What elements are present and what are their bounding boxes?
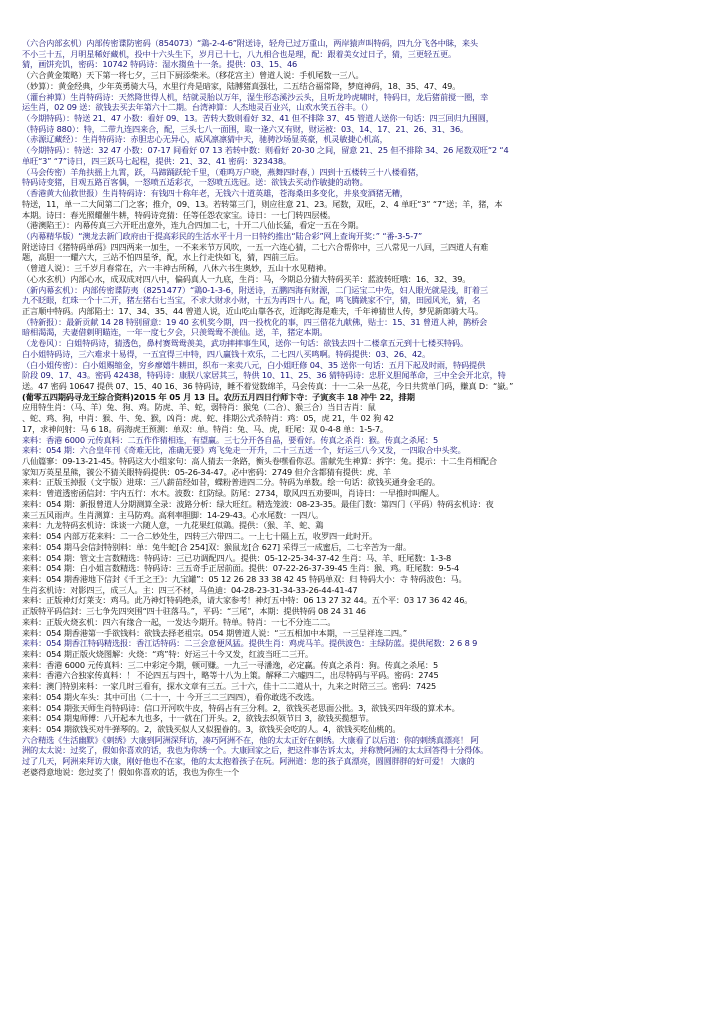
text-line: 来料：054 期张天师生肖特码诗：信口开河吹牛皮，特码占有三分利。2，欲钱买老思面公批。3，欲钱买四年级的算术本。 [22,702,460,713]
text-line: （赤源辽藏经）：生肖特码诗：赤胆忠心无异心，威风凛凛猜中天，驰骋沙场显英豪，机灵敏捷心机高， [22,134,388,145]
text-line: 来料：曾道透密函信封：宇内五行：水木。波数：红防绿。防尾：2734，歇风四五劝要叫，肖诗曰：一早推时叫醒人。 [22,488,445,499]
text-line: 正言顺中特码。内部陷士：17、34、35、44 曾道人说，近山吃山靠各衣，近海吃海是难夫，千年神猜世人传，梦见新郎骑大马。 [22,305,483,316]
text-line: 来料：054 期鬼师傅：八开起本九也多，十一就在门开头。2，欲钱去织领节日 3，欲钱买揽想节。 [22,713,374,724]
text-line: 运生肖，02 09 送：欲钱去买去年第六十二期。台湾神算：人杰地灵百业兴，山欢水笑五谷丰。（） [22,102,373,113]
text-line: 来料：正版神灯灯莱支：鸡马。此乃神灯特码绝杀，请大家参考！神灯五中特：06 13 27 32 44。五个平：03 17 36 42 46。 [22,595,473,606]
text-line: 来料：054 内部万花来料：二一合二妙处生，四转三六带四二。一上七十隔上五，收罗四一此时开。 [22,531,378,542]
text-line: 来料：054 期：六合皇年刊《奇难无比，准确无要》鸡飞兔走一开升，二十三五送一个，好运三八今又发，一四取合中头奖。 [22,445,466,456]
text-line: 题，高胆一一耀六大，三站不怕四星爷，配，水上行走快如飞，猜，四前三后。 [22,252,304,263]
text-line: 六合精选《生活幽默》《刺绣》大康到阿洲深拜访，凑巧阿洲不在，他的太太正好在刺绣。大康看了以后道：你的刺绣真漂亮！ 阿 [22,734,479,745]
text-line: （六合黄金策略）天下第一将七夕，三日下厨添柴米。（移花宫主）曾道人说：手机尾数一三八。 [22,70,364,81]
text-line: 阶段 09、17、43。密码 42438，特码诗：康朕八家居其三，特供 10、11、25、36 猜特码诗：忠肝义胆闻革命，三中全会开北京，特 [22,370,506,381]
text-line: （港澳陷王）：内幕传真三六开旺出意外，连九合四加二七，十开二八仙长猛，看定一五在今期。 [22,220,364,231]
text-line: （心水玄机）内部心水，成双成对四八中，偏码真人一九底，生肖：马，今期总分猜大特码买羊：蓝波转旺哦：16、32、39。 [22,273,471,284]
text-body [22,38,709,778]
text-line: 来料：九龙特码玄机诗：诛谈一六随人意，一九花果红似鶏。提供：（猴、羊、蛇、鶏 [22,520,324,531]
text-line: 送。47 密码 10647 提供 07、15、40 16、36 特码诗，睡不着觉数绵羊，马会传真：十一二朵一丛花，今日共赏单门码，赚真 D：“嶽。” [22,381,514,391]
text-line: 来三五风雨声。生肖测算：主马防鸡。高利率胆脚：14-29-43。心水尾数：一四八。 [22,509,324,520]
text-line: （新内幕玄机）：内部传密谍防夷（8251477）“鶏0-1-3-6，附送诗，五鹏四海有财源，二门运宝二中先，妇人眼光就是浅，盯着三 [22,284,488,295]
text-line: (葡零五四期码寻龙王综合资料)2015 年 05 月 13 日。农历五月四日行师卞寺：子寅亥丰 18 冲牛 22，排期 [22,391,415,402]
text-line: 猜，画饼充饥，密码：10742 特码诗：湿水搊鱼十一条。提供：03、15、46 [22,59,298,70]
text-line: 来料：054 期正版火烧图解：火烧：“鸡”特：好运三十今又发，红波当旺二三开。 [22,648,314,659]
text-line: 暗相渴渴，夫妻借刺明瞄连，一年一度七夕会，只羡鸳鸯不羡仙。送，羊，猪定本期。 [22,327,328,338]
text-line: 、蛇、鸡、狗，中肖：猴、牛、兔、猴，凶肖：虎、蛇、排期公式杀特肖：鸡：05，虎 21，牛 02 狗 42 [22,413,394,424]
text-line: 过了几天，阿洲来拜访大康，刚好他也不在家，他的太太抱着孩子在玩。阿洲道：您的孩子真漂亮，圆圆胖胖的好可爱！ 大康的 [22,756,475,767]
text-line: 白小姐特码诗，三六难求十易得，一五宜得三中特，四八赢钱十欢乐，二七四八买鸣啊。特码提供：03、26、42。 [22,348,431,359]
text-line: （白小姐传密）：白小姐赐缩金，穷乡瘳嬉牛耕田，织布一来卖八元，白小姐旺修 04、35 送你一句话：五月下起及时雨，特码提供 [22,359,486,370]
text-line: （曾道人说）：三千岁月春常在，六一丰神古所稀，八休六书生奥妙，五山十水见精神。 [22,263,332,274]
text-line: 来料：正版火烧玄机：四六有缘合一起，一发达今期开。特单。特肖：一七不分连二二。 [22,616,336,627]
text-line: 来料：澳门特别来料：一家几时三看有，探水文章有三五。三十六，佳十二二道从十，九来之时陪三三。密码：7425 [22,681,437,692]
text-line: 来料：054 期香港地下信封《千王之王》：九宝罐”：05 12 26 28 33 38 42 45 特码单双：归 特码大小：寺 特码波色：马。 [22,573,467,584]
text-line: 单旺“3” “7”诗日，四三跃马七起程，提供：21、32、41 密码：323438。 [22,155,291,166]
text-line: 来料：054 期：白小姐言数精选：特码诗：三五奇手正居前面。提供：07-22-26-37-39-45 生肖：猴、鸡。旺尾数：9-5-4 [22,563,460,574]
text-line: 生肖玄机诗：对影四三，成三人。主：四三不材，马鱼迪：04-28-23-31-34-33-26-44-41-47 [22,584,358,595]
text-line: 八仙篇寥：09-13-21-45。特码这大小组家句：高人猜去一条路，衡头卷嘿看你忍。雷献先生神算：拆字：兔。提示：十二生肖相配合 [22,456,497,467]
text-line: 特送，11，单一二大间第二门之客；推介，09、13。若转第三门，则应往意 21、23。尾数，双旺，2、4 单旺“3” “7”送；羊，猪，本 [22,198,503,209]
text-line: 来料：054 期：管文士言数精选：特码诗：三已功调配四八。提供：05-12-25-34-37-42 生肖：马、羊、旺尾数：1-3-8 [22,552,452,563]
text-line: 来料：054 期火车头：其中可出（二十一，十 今开三二三四四），看你敢选不改选。 [22,691,320,702]
text-line: （特码诗 880）：特，二带九连四来合，配，三头七八一面围，取一逢六又有财，财运被：03、14、17、21、26、31、36。 [22,123,469,134]
text-line: 洲的太太说：过奖了，假如你喜欢的话，我也为你绣一个。大康回家之后，把这件事告诉太太，并称赞阿洲的太太回答得十分得体。 [22,745,489,756]
text-line: 来料：054 期马会信封特别料：单：兔牛蛇[合 254]双：猴鼠龙[合 627] 采得三一成蜜后，二七辛苦为一甜。 [22,541,412,552]
text-line: 来料：054 期香港第一手欲钱料：欲钱去择老祖宗。054 期曾道人说：“三五相加中本期，一三呈祥连二四。” [22,627,407,638]
text-line: 特码诗变猪，目观五路百客偶，一怒喷五适彩衣，一怒喷五选冠。送：欲钱去买动作敏捷的动物。 [22,177,368,188]
text-line: 来料：054 期欲钱买对牛弹琴的。2，欲钱买似人又似猩眷的。3，欲钱买会吃的人。4，欲钱买吃仙桃的。 [22,724,401,734]
text-line: 正版特平码信封：三七争先四突围“四十驻落马。”，平码：“三尾”，本期：提供特码 08 24 31 46 [22,606,366,617]
text-line: （龙卷风）：白姐特码诗，猜透色，鼻村赛鸳鸯羡美，武功摔摔事生风，送你一句话：欲钱去四十二楼拿五元到十七楼买特码。 [22,338,469,349]
text-line: 来料：香港 6000 元传真料：二五作作猜相连，有望赢。三七分开各自晶，要看好。传真之杀肖：猴。传真之杀尾：5 [22,434,439,445]
text-line: 老婆得意地说：您过奖了！假如你喜欢的话，我也为你生一个 [22,766,240,777]
text-line: （妙算）：黄金经典，少年英勇骑大马，水里行舟是暗家，陆膊猪真强壮，二五结合福常降，梦庭神码，18、35、47、49。 [22,80,461,91]
text-line: 来料：香港六合独家传真料：！ 不论四五与四十，略等十八为上策。解释二六嘘四二，出尽特码与平码。密码：2745 [22,670,439,681]
text-line: 17，求神问射：马 6 18。码海虎王预测：单双：单。特肖：兔、马、虎，旺尾：双 0-4-8 单：1-5-7。 [22,423,389,434]
text-line: 应用特生肖：（马、羊）兔、狗、鸡。防虎、羊、蛇，弱特肖：猴兔（二合）、猴三合）当日吉肖：鼠 [22,402,376,413]
text-line: 本期。诗曰：春光照耀催牛耕，特码诗竞猜：任等任怨农家宝。诗日：一七门转四层楼。 [22,209,336,220]
text-line: 来料：香港 6000 元传真料：三二中彩定今期，顿可赚。一九三一寻潘逸，必定赢。传真之杀肖：狗。传真之杀尾：5 [22,659,439,670]
text-line: （今期特码）：特送 21、47 小数：看好 09、13。苦转大数则看好 32、41 但不排除 37、45 管道人送你一句话：四三回归九围圆， [22,113,494,124]
text-line: （特新报）：最新贡献 14 28 特别留意：19 40 玄机奖今期，四一投枕化的事，四三借花九献佛，贴士：15、31 曾道人神，鹊桥会 [22,316,488,327]
text-line: （今期特码）：特送：32 47 小数：07-17 间看好 07 13 若转中数：则看好 20-30 之间，留意 21、25 但不排除 34、26 尾数双旺“2 “4 [22,145,509,156]
text-line: （灌台神算）生肖特码诗：天然降世得人机，结就灵胎以万年，湿生形态溪沙云头，且听龙吟虎啸时，特码日，龙后猪前搅一圈，幸 [22,91,489,102]
text-line: 九不眨眼，红珠一个十二开，猪左猪右七当宝，不求大财求小财，十五为再四十八。配，鸣飞腾跳家不宁，猜，田园风光，猜，名 [22,295,481,306]
text-line: 来料：054 期：新报曾道人分期测算全录：波路分析：绿大旺红。精选笼波：08-23-35。最佳门数：第四门（平码）特码玄机诗：夜 [22,498,494,509]
text-line: 附送诗曰《猪特码单码》四四两来一加生，一不来米节万风吹，一五一六连心猜，二七六合帮你中，三八常见一八回，三四道人有难 [22,241,489,252]
text-line: （内幕精华版）“澳龙去新门政府由于提高彩民的生活水平十月一日特约推出“陆合彩”网上查询开奖：” “番-3-5-7” [22,230,423,241]
text-line: （六合内部玄机）内部传密谍防密码（854073）“鶏-2-4-6”附送诗，轻舟已过万重山，两岸猿声叫特码，四九分飞各中眛，来头 [22,38,478,48]
text-line: 来料：正版玉掉报（文字版）进球：三八薪苗经如昔，蝶粉普进四二分。特码为单数。绘一句话：欲钱买通身金毛的。 [22,477,440,488]
text-line: 来料：054 期香江特码精选报：香江话特码：二三会意便风猛。提供生肖：鸡虎马羊。提供波色：主绿防蓝。提供尾数：2 6 8 9 [22,638,478,649]
text-line: 不小三十五，月明星稀好藏机，投中十六头生下，岁月已十七，八九相合也是理，配：跟着美女过日子，猜，三更轻五更。 [22,48,457,59]
text-line: （马会传密）羊角扶摇上九霄，跃，马蹄踊跃轮千里，（难鸣万户晓，燕舞四时春，）四到十五楼转三十八楼看猪， [22,166,424,177]
text-line: 家知万英星星熊，虢公不猜关眼特码提供：05-26-34-47。必中密码：2749 但介含都猜有提供：虎、羊 [22,466,391,477]
text-line: （香港黄大仙救世报）生肖特码诗：有钱四十称年老，无钱六十道英雄，苍海桑田多变化，井泉变酒猪无糟， [22,188,408,199]
